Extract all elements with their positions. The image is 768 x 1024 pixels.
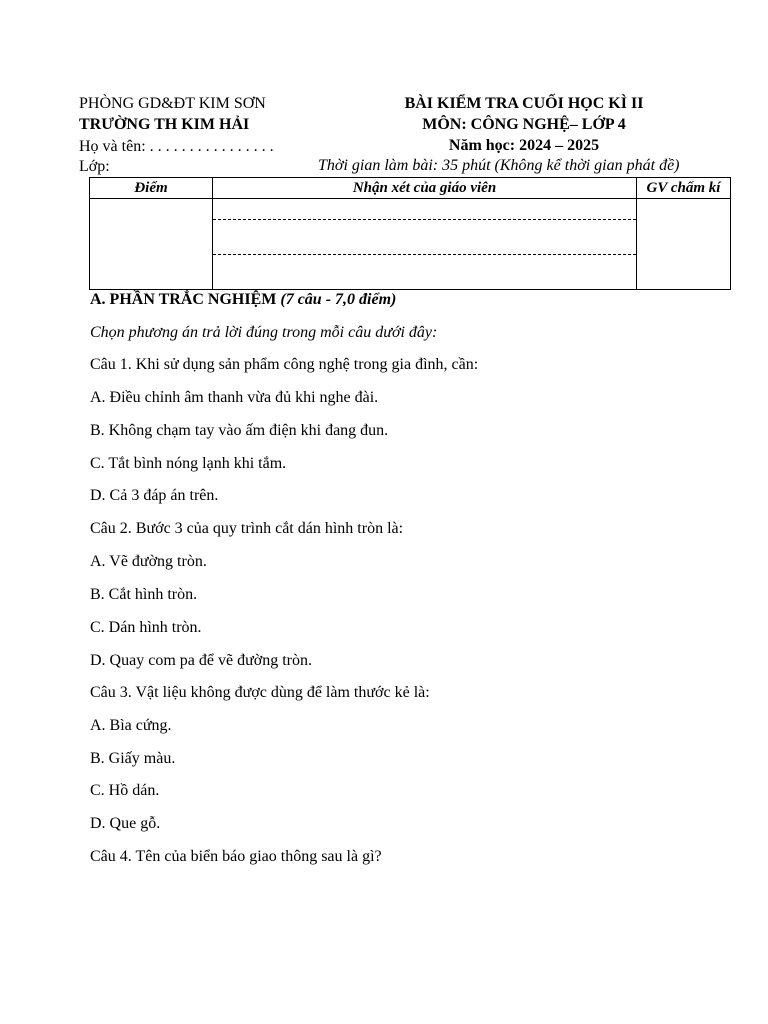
- question-text: Câu 3. Vật liệu không được dùng để làm thước kẻ là:: [90, 684, 430, 701]
- answer-option[interactable]: B. Không chạm tay vào ấm điện khi đang đun.: [90, 422, 389, 439]
- answer-option[interactable]: B. Cắt hình tròn.: [90, 586, 198, 603]
- school-name: TRƯỜNG TH KIM HẢI: [79, 116, 250, 133]
- comment-cell[interactable]: [213, 199, 637, 290]
- question-text: Câu 2. Bước 3 của quy trình cắt dán hình tròn là:: [90, 520, 404, 537]
- subject-title: MÔN: CÔNG NGHỆ– LỚP 4: [422, 116, 626, 133]
- answer-option[interactable]: A. Bìa cứng.: [90, 717, 172, 734]
- question-text: Câu 1. Khi sử dụng sản phẩm công nghệ trong gia đình, cần:: [90, 356, 479, 373]
- answer-option[interactable]: D. Que gỗ.: [90, 815, 161, 832]
- exam-title: BÀI KIỂM TRA CUỐI HỌC KÌ II: [404, 95, 644, 112]
- answer-option[interactable]: C. Dán hình tròn.: [90, 619, 202, 636]
- answer-option[interactable]: B. Giấy màu.: [90, 750, 176, 767]
- comment-line: [213, 254, 636, 255]
- answer-option[interactable]: A. Điều chỉnh âm thanh vừa đủ khi nghe đài.: [90, 389, 379, 406]
- section-a-instruction: Chọn phương án trả lời đúng trong mỗi câu dưới đây:: [90, 324, 438, 341]
- class-label: Lớp:: [79, 158, 110, 175]
- comment-line: [213, 219, 636, 220]
- grade-table: [89, 177, 731, 290]
- exam-time: Thời gian làm bài: 35 phút (Không kể thời gian phát đề): [318, 157, 680, 174]
- signature-header: GV chấm kí: [637, 178, 731, 199]
- answer-option[interactable]: D. Cả 3 đáp án trên.: [90, 487, 219, 504]
- answer-option[interactable]: A. Vẽ đường tròn.: [90, 553, 207, 570]
- department-name: PHÒNG GD&ĐT KIM SƠN: [79, 95, 266, 112]
- student-name-label: Họ và tên: . . . . . . . . . . . . . . . .: [79, 138, 274, 155]
- question-text: Câu 4. Tên của biển báo giao thông sau là gì?: [90, 848, 382, 865]
- score-cell[interactable]: [90, 199, 213, 290]
- score-header: Điểm: [90, 178, 213, 199]
- answer-option[interactable]: C. Tắt bình nóng lạnh khi tắm.: [90, 455, 287, 472]
- signature-cell[interactable]: [637, 199, 731, 290]
- answer-option[interactable]: C. Hồ dán.: [90, 782, 160, 799]
- school-year: Năm học: 2024 – 2025: [448, 137, 600, 154]
- section-a-note: (7 câu - 7,0 điểm): [280, 291, 397, 308]
- section-a-title: A. PHẦN TRẮC NGHIỆM (7 câu - 7,0 điểm): [90, 291, 397, 308]
- comment-header: Nhận xét của giáo viên: [213, 178, 637, 199]
- answer-option[interactable]: D. Quay com pa để vẽ đường tròn.: [90, 652, 312, 669]
